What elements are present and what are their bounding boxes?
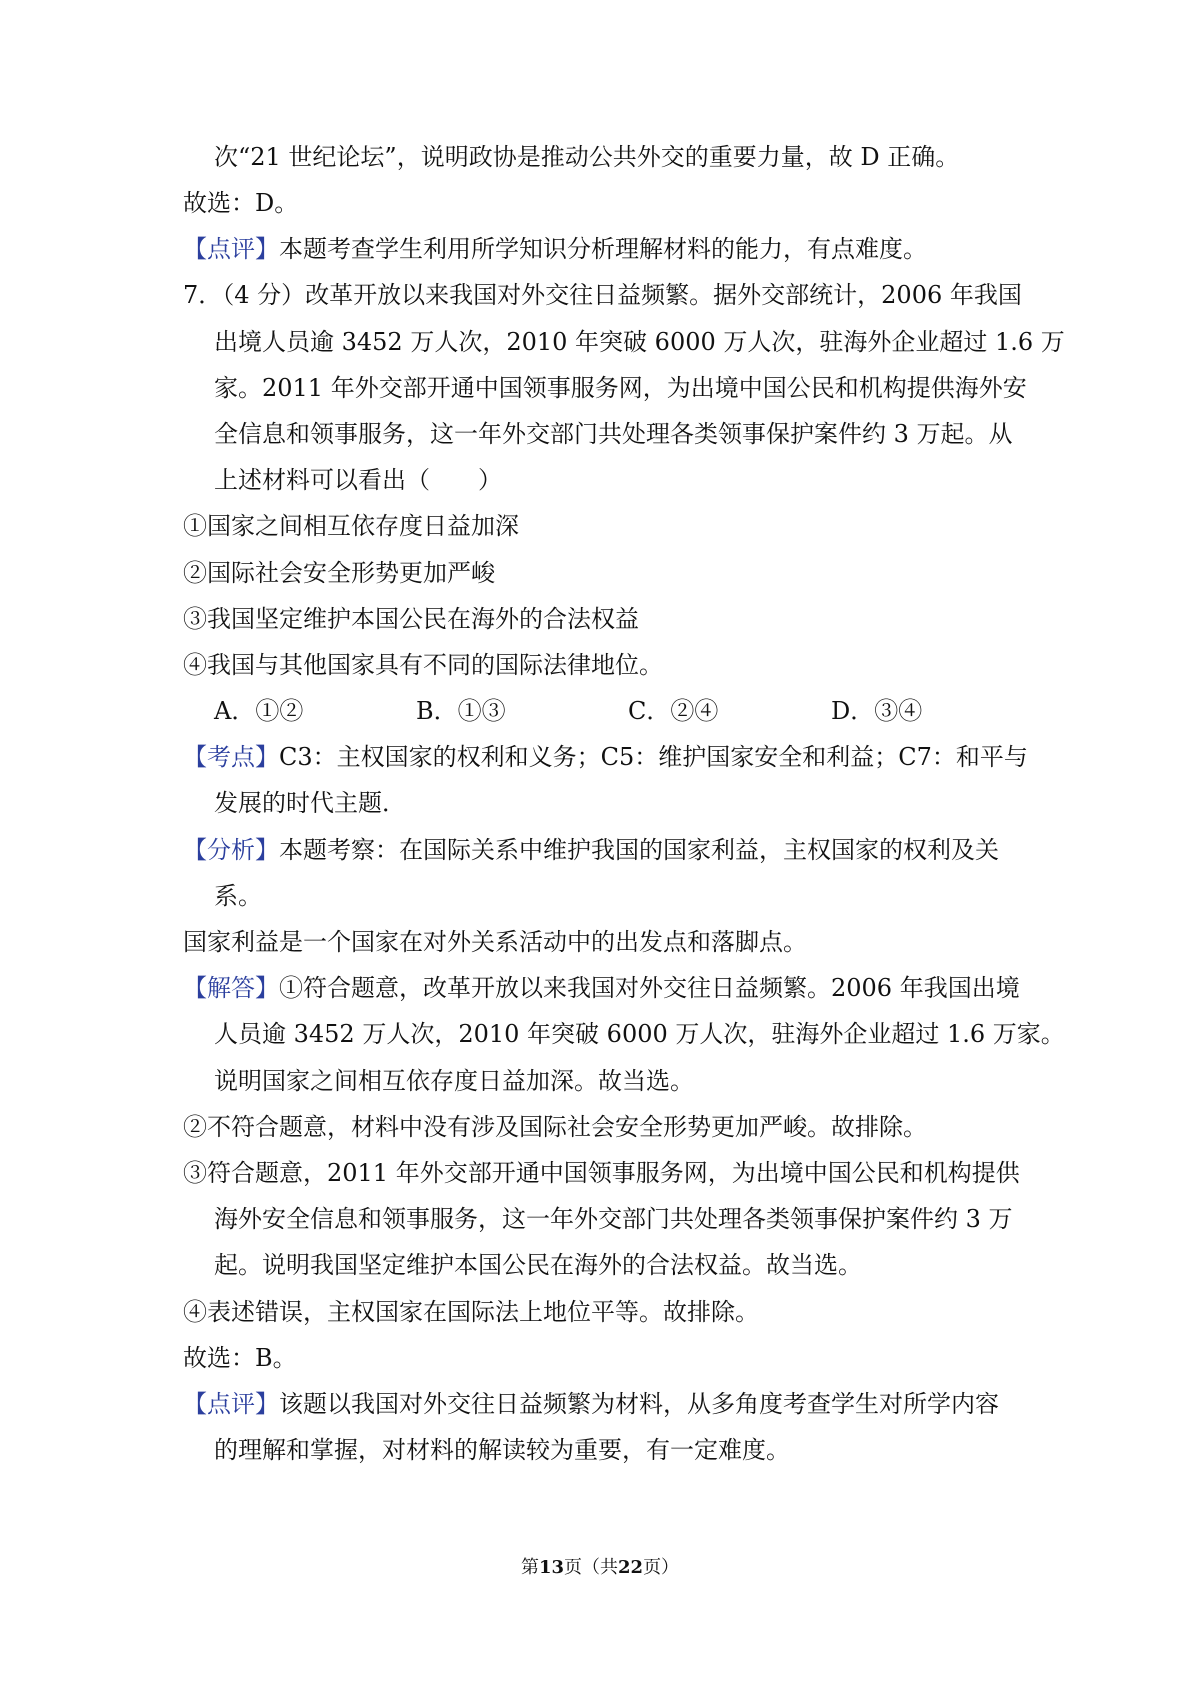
kaodian-line [183,741,1028,773]
answer-line [183,972,1020,1004]
option-c: C．②④ [628,697,719,725]
kaodian-text: 发展的时代主题． [214,789,406,817]
comment-tag: 【点评】 [183,1390,279,1418]
question-line: 家。2011 年外交部开通中国领事服务网，为出境中国公民和机构提供海外安 [214,374,1027,402]
footer-mid: 页（共 [564,1557,618,1578]
analysis-tag: 【分析】 [183,836,279,864]
question-line: 7．（4 分）改革开放以来我国对外交往日益频繁。据外交部统计，2006 年我国 [183,281,1022,309]
comment-text: 本题考查学生利用所学知识分析理解材料的能力，有点难度。 [279,235,927,263]
comment-text: 的理解和掌握，对材料的解读较为重要，有一定难度。 [214,1436,790,1464]
comment-text: 该题以我国对外交往日益频繁为材料，从多角度考查学生对所学内容 [279,1390,999,1418]
answer-text: ④表述错误，主权国家在国际法上地位平等。故排除。 [183,1298,759,1326]
answer-text: 说明国家之间相互依存度日益加深。故当选。 [214,1067,694,1095]
statement-item: ①国家之间相互依存度日益加深 [183,512,519,540]
comment-line [183,1388,999,1420]
comment-line [183,233,927,265]
kaodian-text: C3：主权国家的权利和义务；C5：维护国家安全和利益；C7：和平与 [279,743,1028,771]
question-line: 上述材料可以看出（ ） [214,466,502,494]
option-d: D．③④ [831,697,923,725]
statement-item: ②国际社会安全形势更加严峻 [183,559,495,587]
footer-pre: 第 [520,1557,539,1578]
statement-item: ③我国坚定维护本国公民在海外的合法权益 [183,605,639,633]
analysis-text: 本题考察：在国际关系中维护我国的国家利益，主权国家的权利及关 [279,836,999,864]
kaodian-tag: 【考点】 [183,743,279,771]
page-number: 13 [538,1557,564,1578]
answer-text: ①符合题意，改革开放以来我国对外交往日益频繁。2006 年我国出境 [279,974,1020,1002]
analysis-line [183,834,999,866]
answer-text: ③符合题意，2011 年外交部开通中国领事服务网，为出境中国公民和机构提供 [183,1159,1020,1187]
option-a: A．①② [214,697,304,725]
answer-choice: 故选：B。 [183,1344,297,1372]
answer-text: 起。说明我国坚定维护本国公民在海外的合法权益。故当选。 [214,1251,862,1279]
page-total: 22 [618,1557,644,1578]
text-line: 故选：D。 [183,189,299,217]
answer-text: 海外安全信息和领事服务，这一年外交部门共处理各类领事保护案件约 3 万 [214,1205,1013,1233]
statement-item: ④我国与其他国家具有不同的国际法律地位。 [183,651,663,679]
option-b: B．①③ [416,697,506,725]
comment-tag: 【点评】 [183,235,279,263]
footer-post: 页） [643,1557,680,1578]
page-footer [0,1556,1200,1580]
answer-text: ②不符合题意，材料中没有涉及国际社会安全形势更加严峻。故排除。 [183,1113,927,1141]
question-line: 全信息和领事服务，这一年外交部门共处理各类领事保护案件约 3 万起。从 [214,420,1013,448]
answer-tag: 【解答】 [183,974,279,1002]
question-line: 出境人员逾 3452 万人次，2010 年突破 6000 万人次，驻海外企业超过 1.6 万 [214,328,1065,356]
answer-text: 人员逾 3452 万人次，2010 年突破 6000 万人次，驻海外企业超过 1.6 万家。 [214,1020,1065,1048]
analysis-text: 国家利益是一个国家在对外关系活动中的出发点和落脚点。 [183,928,807,956]
text-line: 次“21 世纪论坛”，说明政协是推动公共外交的重要力量，故 D 正确。 [214,143,960,171]
analysis-text: 系。 [214,882,262,910]
